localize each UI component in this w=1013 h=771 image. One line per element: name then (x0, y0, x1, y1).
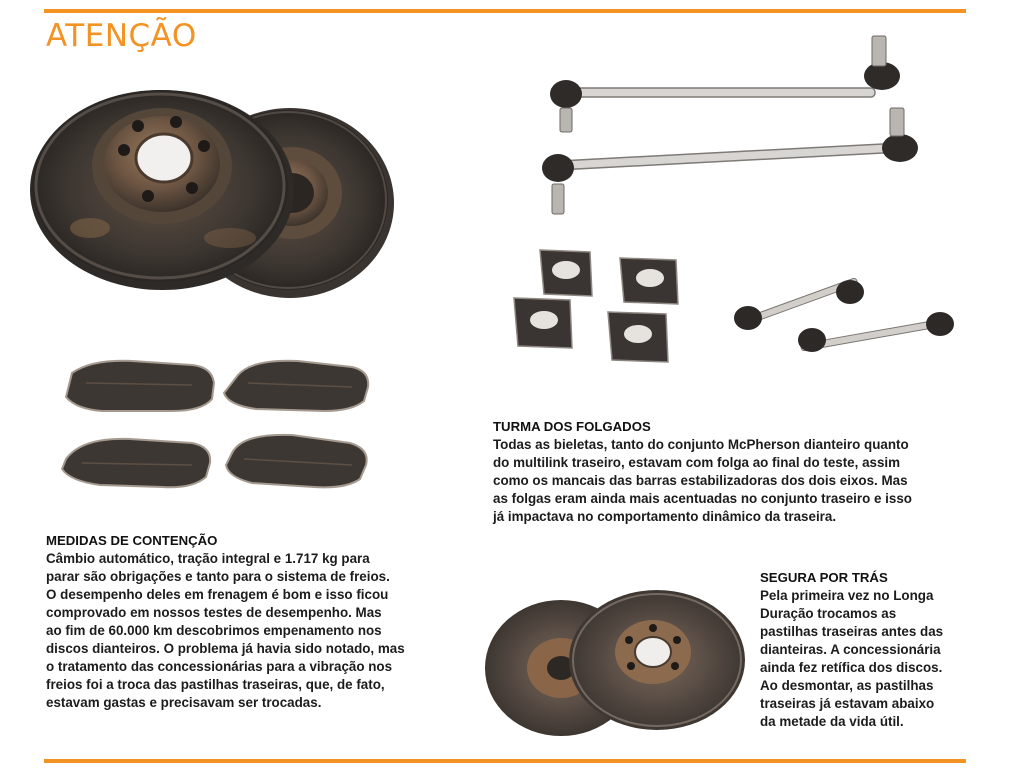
section-segura (760, 569, 965, 731)
text-line: Ao desmontar, as pastilhas (760, 678, 934, 693)
text-line: pastilhas traseiras antes das (760, 624, 944, 639)
text-line: Duração trocamos as (760, 606, 897, 621)
text-line: comprovado em nossos testes de desempenho. Mas (46, 605, 382, 620)
text-line: do multilink traseiro, estavam com folga ao final do teste, assim (493, 455, 901, 470)
text-line: as folgas eram ainda mais acentuadas no conjunto traseiro e isso (493, 491, 912, 506)
section-heading: TURMA DOS FOLGADOS (493, 419, 651, 434)
section-turma (493, 418, 963, 526)
text-line: freios foi a troca das pastilhas traseiras, que, de fato, (46, 677, 385, 692)
text-line: traseiras já estavam abaixo (760, 696, 935, 711)
text-line: discos dianteiros. O problema já havia sido notado, mas (46, 641, 405, 656)
page-title: ATENÇÃO (46, 18, 197, 54)
text-line: da metade da vida útil. (760, 714, 904, 729)
text-line: como os mancais das barras estabilizadoras dos dois eixos. Mas (493, 473, 908, 488)
text-line: Todas as bieletas, tanto do conjunto McPherson dianteiro quanto (493, 437, 909, 452)
text-line: já impactava no comportamento dinâmico da traseira. (493, 509, 837, 524)
section-medidas (46, 532, 446, 712)
photo-stabilizer-bushings (500, 240, 960, 375)
text-line: Pela primeira vez no Longa (760, 588, 934, 603)
photo-rear-brake-discs (483, 588, 748, 740)
text-line: estavam gastas e precisavam ser trocadas. (46, 695, 322, 710)
text-line: parar são obrigações e tanto para o sistema de freios. (46, 569, 390, 584)
section-heading: SEGURA POR TRÁS (760, 570, 888, 585)
text-line: ao fim de 60.000 km descobrimos empenamento nos (46, 623, 382, 638)
photo-stabilizer-links (530, 28, 930, 228)
bottom-orange-rule (44, 759, 966, 763)
text-line: dianteiras. A concessionária (760, 642, 941, 657)
text-line: o tratamento das concessionárias para a vibração nos (46, 659, 393, 674)
text-line: ainda fez retífica dos discos. (760, 660, 943, 675)
text-line: O desempenho deles em frenagem é bom e isso ficou (46, 587, 389, 602)
section-heading: MEDIDAS DE CONTENÇÃO (46, 533, 218, 548)
text-line: Câmbio automático, tração integral e 1.717 kg para (46, 551, 370, 566)
photo-front-brake-discs (30, 88, 402, 310)
top-orange-rule (44, 9, 966, 13)
photo-brake-pads (52, 353, 392, 503)
